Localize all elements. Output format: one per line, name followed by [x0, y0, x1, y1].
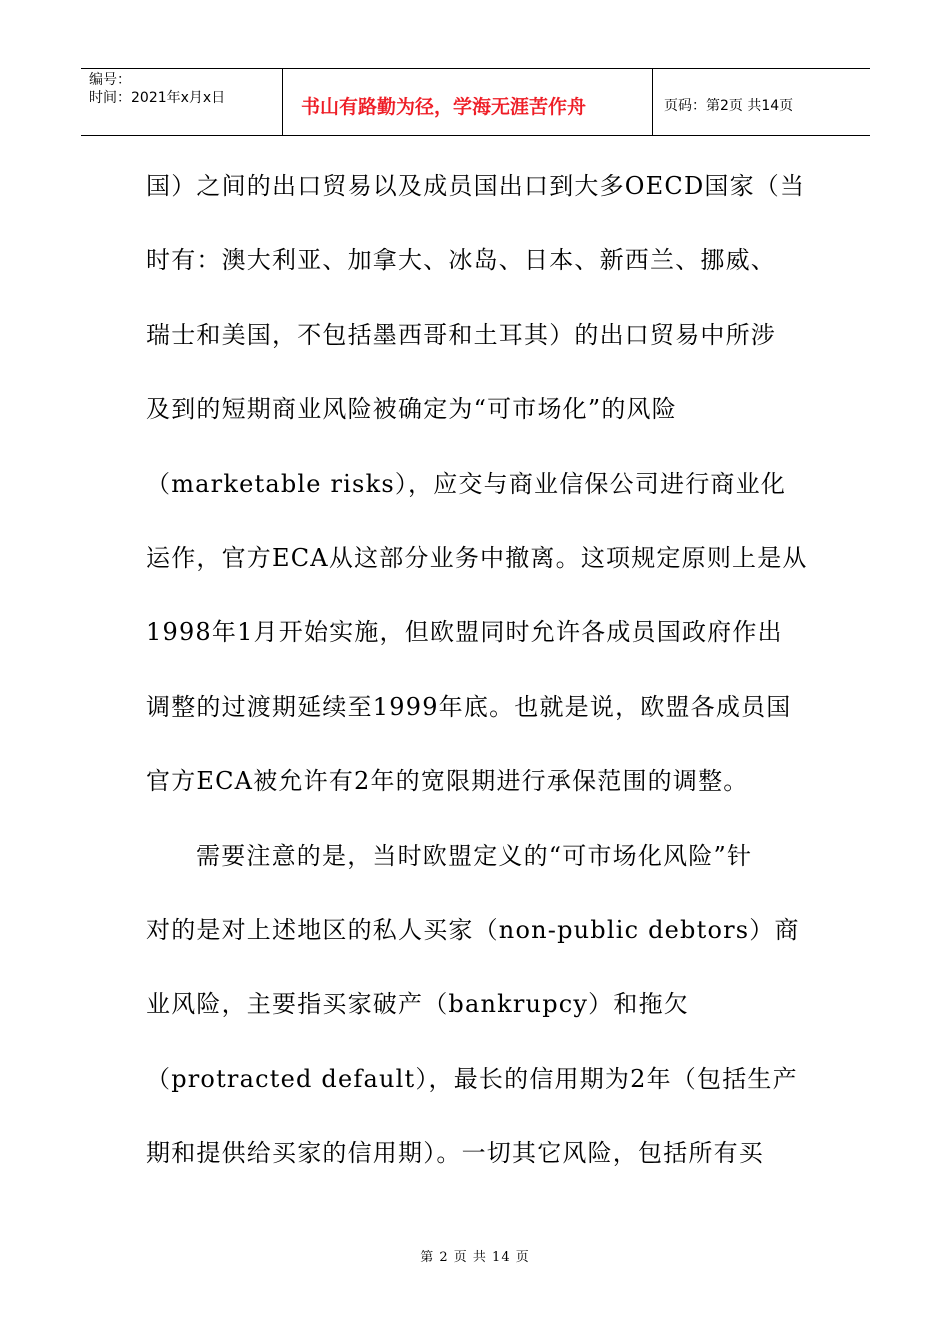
document-number-label: 编号：: [89, 72, 131, 88]
header-page-cell: [653, 69, 870, 135]
header-motto: 书山有路勤为径，学海无涯苦作舟: [301, 96, 587, 118]
header-page-info: 页码：第2页 共14页: [664, 98, 794, 114]
document-body: [146, 160, 826, 1201]
body-line: 官方ECA被允许有2年的宽限期进行承保范围的调整。: [146, 767, 749, 796]
document-header: [81, 68, 870, 136]
body-line: 运作，官方ECA从这部分业务中撤离。这项规定原则上是从: [146, 543, 808, 572]
header-meta-cell: [81, 69, 283, 135]
body-line: （marketable risks），应交与商业信保公司进行商业化: [146, 469, 787, 498]
body-line: 需要注意的是，当时欧盟定义的“可市场化风险”针: [196, 841, 753, 870]
body-line: 业风险，主要指买家破产（bankrupcy）和拖欠: [146, 990, 689, 1019]
body-line: 1998年1月开始实施，但欧盟同时允许各成员国政府作出: [146, 618, 783, 647]
header-motto-cell: [283, 69, 653, 135]
body-line: 期和提供给买家的信用期）。一切其它风险，包括所有买: [146, 1139, 764, 1168]
body-line: 瑞士和美国，不包括墨西哥和土耳其）的出口贸易中所涉: [146, 320, 776, 349]
page-footer: 第 2 页 共 14 页: [420, 1250, 530, 1265]
body-line: （protracted default），最长的信用期为2年（包括生产: [146, 1064, 798, 1093]
body-line: 时有：澳大利亚、加拿大、冰岛、日本、新西兰、挪威、: [146, 246, 776, 275]
document-date-label: 时间：2021年x月x日: [89, 90, 226, 106]
body-line: 国）之间的出口贸易以及成员国出口到大多OECD国家（当: [146, 172, 806, 200]
body-line: 对的是对上述地区的私人买家（non-public debtors）商: [146, 915, 800, 944]
body-line: 调整的过渡期延续至1999年底。也就是说，欧盟各成员国: [146, 692, 792, 721]
body-line: 及到的短期商业风险被确定为“可市场化”的风险: [146, 395, 677, 424]
